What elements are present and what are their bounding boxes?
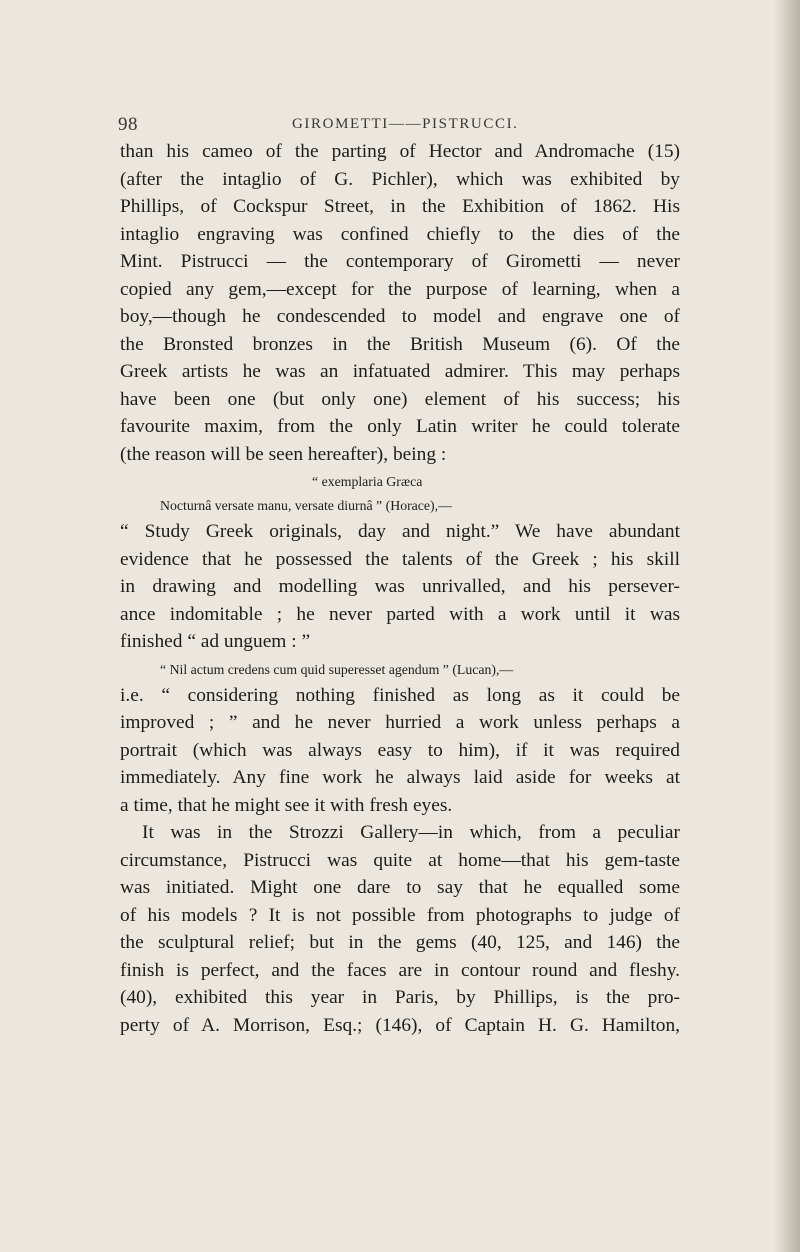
page-edge-shadow — [774, 0, 800, 1252]
text-line: the sculptural relief; but in the gems (40, 125, and 146) the — [120, 932, 680, 953]
text-line: improved ; ” and he never hurried a work unless perhaps a — [120, 712, 680, 733]
text-line: copied any gem,—except for the purpose of learning, when a — [120, 278, 680, 300]
text-line: evidence that he possessed the talents of the Greek ; his skill — [120, 548, 680, 570]
text-line: It was in the Strozzi Gallery—in which, from a peculiar — [142, 822, 680, 843]
text-line: intaglio engraving was confined chiefly to the dies of the — [120, 223, 680, 245]
body-text — [120, 138, 680, 1039]
text-line: portrait (which was always easy to him), if it was required — [120, 739, 680, 761]
text-line: the Bronsted bronzes in the British Museum (6). Of the — [120, 333, 680, 355]
latin-quote-line: “ Nil actum credens cum quid superesset agendum ” (Lucan),— — [160, 661, 514, 677]
text-line: (40), exhibited this year in Paris, by Phillips, is the pro- — [120, 987, 680, 1008]
text-line: favourite maxim, from the only Latin writer he could tolerate — [120, 416, 680, 437]
latin-quote-line: Nocturnâ versate manu, versate diurnâ ” (Horace),— — [160, 498, 452, 513]
text-line: finish is perfect, and the faces are in contour round and fleshy. — [120, 959, 680, 981]
text-line: a time, that he might see it with fresh eyes. — [120, 794, 453, 816]
text-line: in drawing and modelling was unrivalled, and his persever- — [120, 576, 680, 597]
text-line: Mint. Pistrucci — the contemporary of Girometti — never — [120, 251, 680, 272]
text-line: than his cameo of the parting of Hector and Andromache (15) — [120, 141, 680, 162]
running-head: GIROMETTI——PISTRUCCI. — [292, 116, 519, 132]
text-line: circumstance, Pistrucci was quite at home—that his gem-taste — [120, 849, 680, 871]
text-line: Phillips, of Cockspur Street, in the Exhibition of 1862. His — [120, 196, 680, 217]
text-line: have been one (but only one) element of his success; his — [120, 388, 680, 410]
text-line: “ Study Greek originals, day and night.” We have abundant — [120, 521, 680, 542]
text-line: immediately. Any fine work he always laid aside for weeks at — [120, 767, 680, 788]
latin-quote-line: “ exemplaria Græca — [312, 474, 423, 489]
text-line: perty of A. Morrison, Esq.; (146), of Captain H. G. Hamilton, — [120, 1014, 680, 1036]
text-line: finished “ ad unguem : ” — [120, 631, 311, 652]
text-line: i.e. “ considering nothing finished as long as it could be — [120, 684, 680, 706]
text-line: of his models ? It is not possible from photographs to judge of — [120, 904, 680, 926]
page-number: 98 — [118, 114, 138, 135]
text-line: Greek artists he was an infatuated admirer. This may perhaps — [120, 361, 680, 382]
text-line: (the reason will be seen hereafter), being : — [120, 443, 447, 465]
text-line: (after the intaglio of G. Pichler), which was exhibited by — [120, 168, 680, 190]
text-line: ance indomitable ; he never parted with a work until it was — [120, 603, 680, 625]
text-line: boy,—though he condescended to model and engrave one of — [120, 306, 680, 327]
text-line: was initiated. Might one dare to say that he equalled some — [120, 877, 680, 898]
